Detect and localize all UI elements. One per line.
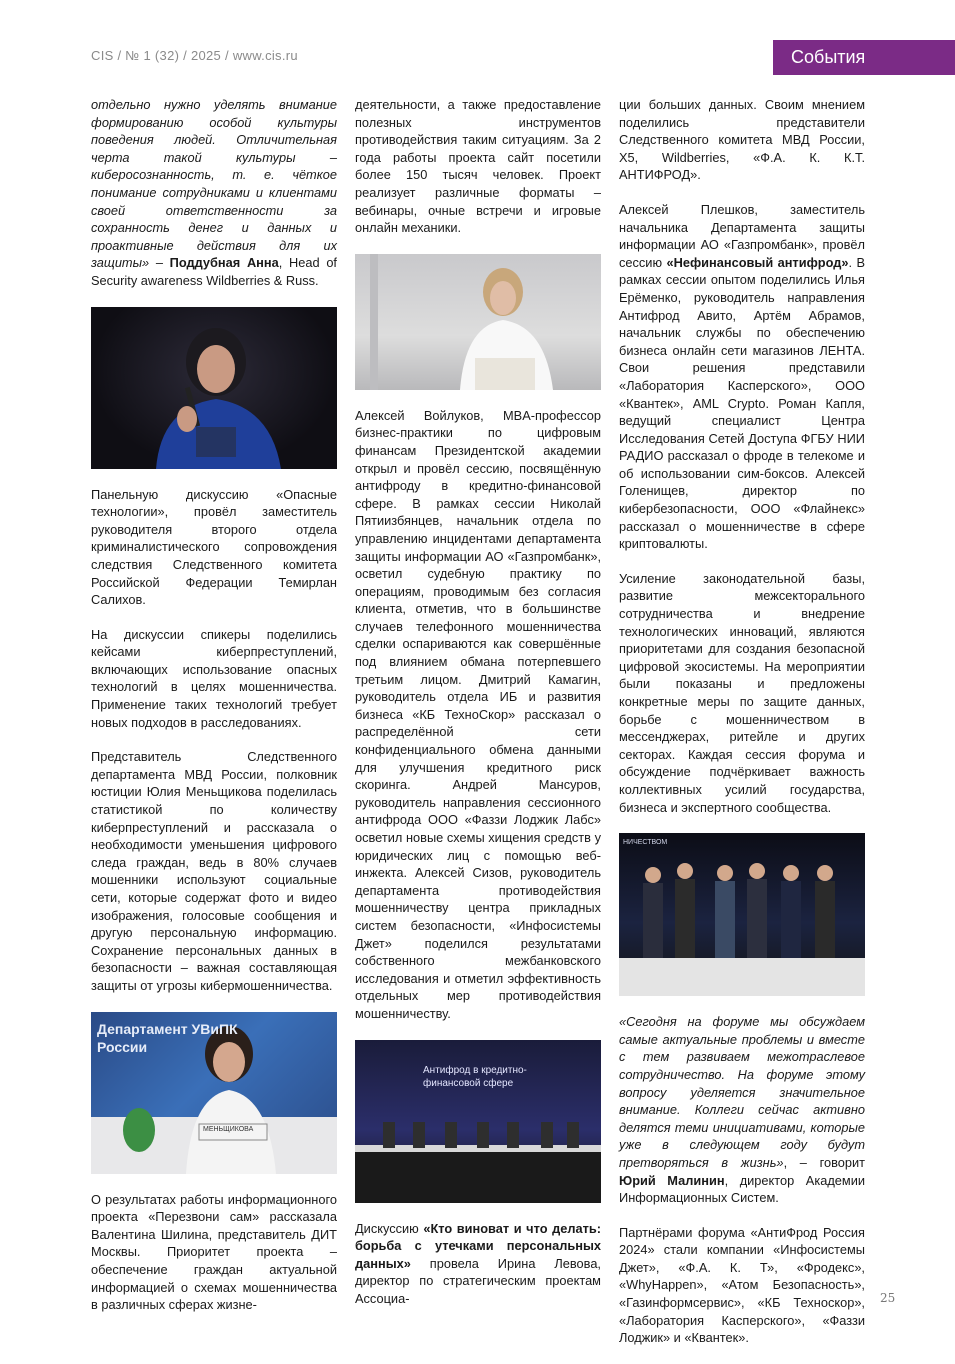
quote-author: Юрий Малинин: [619, 1172, 725, 1188]
quote-dash: , – говорит: [783, 1154, 866, 1170]
photo-speaker-woman-microphone: [91, 307, 337, 469]
paragraph-menshchikova: Представитель Следственного департамента МВД России, полковник юстиции Юлия Меньщикова поделилась статистикой по количеству киберпреступлений и рассказала о необходимости уменьшения цифрового следа граждан, ведь в 80% случаев мошенники используют социальные сети, которые содержат фото и видео изображения, голосовые сообщения и другую персональную информацию. Сохранение персональных данных в безопасности – важная составляющая защиты от угрозы кибермошенничества.: [91, 749, 337, 993]
photo-nameplate: МЕНЬЩИКОВА: [203, 1125, 254, 1133]
photo-screen-caption: НИЧЕСТВОМ: [623, 839, 668, 847]
session-title: «Нефинансовый антифрод»: [666, 254, 849, 270]
quote-malinin: [619, 1013, 865, 1207]
paragraph-leaks-discussion: [355, 1220, 601, 1308]
text-pre: Алексей Плешков, заместитель начальника Департамента защиты информации АО «Газпромбанк», провёл сессию: [619, 201, 865, 270]
quote-dash: –: [149, 255, 170, 271]
page-number: 25: [880, 1291, 896, 1305]
issue-info: CIS / № 1 (32) / 2025 / www.cis.ru: [91, 48, 298, 63]
quote-podobnaya: [91, 96, 337, 290]
paragraph-partners: Партнёрами форума «АнтиФрод Россия 2024» стали компании «Инфосистемы Джет», «Ф.А. К. Т», «Фродекс», «WhyHappen», «Атом Безопасность», «Газинформсервис», «КБ Техноскор», «Лаборатория Касперского», «Фаззи Лоджик» и «Квантек».: [619, 1224, 865, 1346]
photo-group-men-stage: [619, 833, 865, 996]
quote-text: отдельно нужно уделять внимание формированию особой культуры поведения людей. Отличительная черта такой культуры – киберосознанность, т. е. чёткое понимание сотрудниками и клиентами своей ответственности за сохранность денег и данных и проактивные действия для их защиты»: [91, 97, 337, 271]
column-3: [619, 96, 865, 1364]
photo-screen-caption: Антифрод в кредитно-финансовой сфере: [423, 1064, 527, 1089]
photo-speaker-menshchikova: [91, 1012, 337, 1174]
paragraph-panel-discussion: Панельную дискуссию «Опасные технологии», провёл заместитель руководителя второго отдела криминалистического сопровождения следствия Следственного комитета Российской Федерации Темирлан Салихов.: [91, 486, 337, 608]
paragraph-nonfinancial-antifraud: [619, 201, 865, 553]
paragraph-big-data: ции больших данных. Своим мнением поделились представители Следственного комитета МВД России, X5, Wildberries, «Ф.А. К. К.Т. АНТИФРОД».: [619, 97, 865, 183]
photo-screen-caption: Департамент УВиПК России: [97, 1020, 238, 1055]
column-2: [355, 96, 601, 1325]
paragraph-legislation: Усиление законодательной базы, развитие межсекторального сотрудничества и внедрение технологических инноваций, являются приоритетами для создания безопасной цифровой экосистемы. На мероприятии были показаны и предложены конкретные меры по защите данных, борьбе с мошенничеством в мессенджерах, ритейле и других секторах. Каждая сессия форума и обсуждение подчёркивает важность коллективных усилий государства, бизнеса и экспертного сообщества.: [619, 570, 865, 815]
quote-author-role: , Head of Security awareness Wildberries & Russ.: [91, 255, 337, 288]
session-title: «Кто виноват и что делать: борьба с утечками персональных данных»: [355, 1220, 601, 1271]
text-post: . В рамках сессии опытом поделились Илья Ерёменко, руководитель направления Антифрод Авито, Артём Абрамов, начальник службы по обеспечению бизнеса онлайн сети магазинов ЛЕНТА. Свои решения представили «Лаборатория Касперского», ООО «Квантек», AML Crypto. Роман Капля, ведущий специалист Центра Исследования Сетей Доступа ФГБУ НИИ РАДИО рассказал о фроде в телекоме и об использовании сим-боксов. Алексей Голенищев, директор по кибербезопасности, ООО «Флайнекс» рассказал о мошенничестве в сфере криптовалюты.: [619, 254, 865, 552]
quote-text: «Сегодня на форуме мы обсуждаем самые актуальные проблемы и вместе с тем развиваем межотраслевое сотрудничество. На форуме этому вопросу уделяется значительное внимание. Коллеги сейчас активно делятся теми инициативами, которые уже в следующем году будут претворяться в жизнь»: [619, 1014, 865, 1170]
column-1: [91, 96, 337, 1331]
paragraph-voilukov-session: Алексей Войлуков, MBA-профессор бизнес-практики по цифровым финансам Президентской академии открыл и провёл сессию, посвящённую антифроду в кредитно-финансовой сфере. В рамках сессии Николай Пятиизбянцев, начальник отдела по управлению инцидентами департамента защиты информации АО «Газпромбанк», осветил судебную практику по операциям, проводимым без согласия клиента, отметив, что в большинстве случаев телефонного мошенничества сделки оспариваются как совершённые под влиянием обмана потерпевшего третьим лицом. Дмитрий Камагин, руководитель отдела ИБ и развития бизнеса «КБ ТехноСкор» рассказал о распределённой сети конфиденциального обмена данными для улучшения кредитного риск скоринга. Андрей Мансуров, руководитель направления сессионного антифрода ООО «Фаззи Лоджик Лабс» осветил новые схемы хищения средств у юридических лиц с помощью веб-инжекта. Алексей Сизов, руководитель департамента противодействия мошенничеству центра прикладных систем безопасности, «Инфосистемы Джет» поделился результатами собственного межбанковского исследования и отметил эффективность отдельных мер противодействия мошенничеству.: [355, 407, 601, 1021]
text-post: провела Ирина Левова, директор по стратегическим проектам Ассоциа-: [355, 1255, 601, 1306]
photo-stage-panel: [355, 1040, 601, 1203]
quote-author-role: , директор Академии Информационных Систем.: [619, 1172, 866, 1206]
quote-author: Поддубная Анна: [169, 255, 279, 271]
paragraph-perezvoni-sam: О результатах работы информационного проекта «Перезвони сам» рассказала Валентина Шилина, представитель ДИТ Москвы. Приоритет проекта – обеспечение граждан актуальной информацией о схемах мошенничества в различных сферах жизне-: [91, 1191, 337, 1313]
section-label: События: [773, 40, 955, 75]
paragraph-project-results: деятельности, а также предоставление полезных инструментов противодействия таким ситуациям. За 2 года работы проекта сайт посетили более 150 тысяч человек. Проект реализует различные форматы – вебинары, очные встречи и игровые онлайн механики.: [355, 97, 601, 236]
photo-speaker-woman-seated: [355, 254, 601, 390]
paragraph-cybercrime-cases: На дискуссии спикеры поделились кейсами киберпреступлений, включающих использование опасных технологий в целях мошенничества. Применение таких технологий требует новых подходов в расследованиях.: [91, 626, 337, 730]
text-pre: Дискуссию: [355, 1220, 424, 1236]
